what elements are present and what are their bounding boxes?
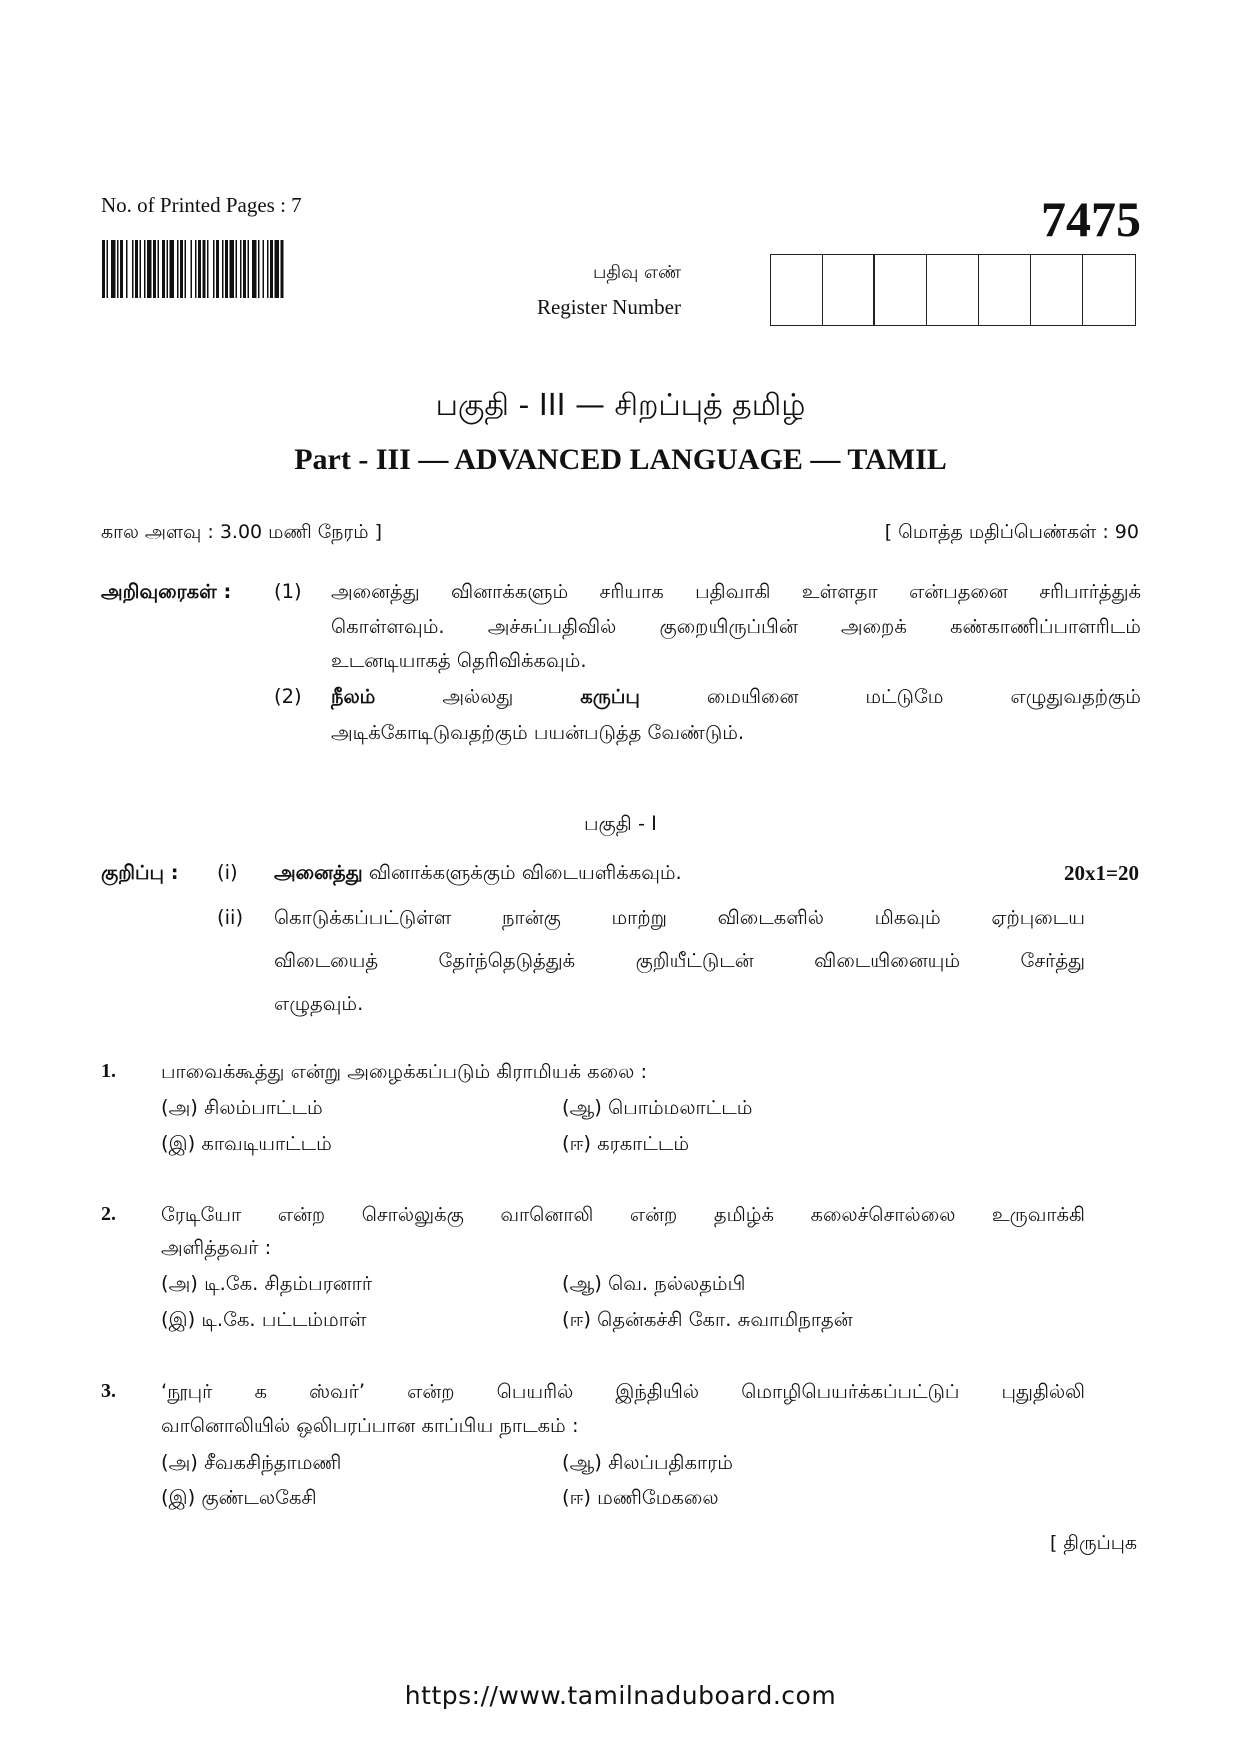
barcode-bar	[144, 240, 146, 298]
register-box[interactable]	[927, 255, 979, 325]
question-text: பாவைக்கூத்து என்று அழைக்கப்படும் கிராமியக் கலை :	[161, 1060, 648, 1083]
question-text-line-2: அளித்தவர் :	[161, 1236, 272, 1259]
option-c: (இ) குண்டலகேசி	[161, 1486, 317, 1509]
barcode-bar	[243, 240, 246, 298]
blue-word: நீலம்	[331, 685, 376, 708]
barcode-bar	[252, 240, 257, 298]
barcode-bar	[225, 240, 228, 298]
instruction-1-number: (1)	[274, 580, 302, 603]
barcode	[102, 240, 345, 298]
total-marks: [ மொத்த மதிப்பெண்கள் : 90	[884, 521, 1139, 543]
option-a: (அ) சிலம்பாட்டம்	[161, 1096, 323, 1119]
barcode-bar	[185, 240, 187, 298]
time-allowed: கால அளவு : 3.00 மணி நேரம் ]	[101, 521, 382, 543]
note-1-number: (i)	[217, 861, 238, 884]
title-english: Part - III — ADVANCED LANGUAGE — TAMIL	[294, 443, 947, 476]
barcode-bar	[140, 240, 142, 298]
black-word: கருப்பு	[580, 685, 640, 708]
instruction-1-line-1: அனைத்து வினாக்களும் சரியாக பதிவாகி உள்ளதா என்பதனை சரிபார்த்துக்	[331, 580, 1141, 603]
option-c: (இ) டி.கே. பட்டம்மாள்	[161, 1308, 367, 1331]
option-a: (அ) சீவகசிந்தாமணி	[161, 1451, 342, 1474]
instructions-label: அறிவுரைகள் :	[101, 580, 232, 603]
note-1-text	[274, 861, 682, 887]
option-d: (ஈ) கரகாட்டம்	[562, 1132, 690, 1155]
footer-url[interactable]: https://www.tamilnaduboard.com	[404, 1681, 837, 1710]
barcode-bar	[270, 240, 273, 298]
note-1-bold: அனைத்து	[274, 861, 363, 884]
barcode-bar	[170, 240, 175, 298]
note-1-rest: வினாக்களுக்கும் விடையளிக்கவும்.	[362, 861, 682, 884]
barcode-bar	[132, 240, 134, 298]
barcode-bar	[153, 240, 156, 298]
barcode-bar	[102, 240, 105, 298]
question-text: ரேடியோ என்ற சொல்லுக்கு வானொலி என்ற தமிழ்க் கலைச்சொல்லை உருவாக்கி	[161, 1203, 1085, 1226]
register-box[interactable]	[875, 255, 927, 325]
barcode-bar	[230, 240, 235, 298]
barcode-bar	[198, 240, 201, 298]
instruction-2-number: (2)	[274, 685, 302, 708]
barcode-bar	[281, 240, 284, 298]
register-box[interactable]	[771, 255, 823, 325]
barcode-bar	[203, 240, 206, 298]
barcode-bar	[180, 240, 183, 298]
barcode-bar	[135, 240, 138, 298]
register-label-english: Register Number	[536, 295, 681, 319]
barcode-bar	[120, 240, 123, 298]
note-label: குறிப்பு :	[101, 861, 179, 884]
barcode-bar	[147, 240, 152, 298]
register-box[interactable]	[979, 255, 1031, 325]
barcode-bar	[240, 240, 242, 298]
question-number: 1.	[101, 1060, 116, 1082]
word: மையினை	[706, 685, 799, 708]
paper-code: 7475	[1041, 191, 1141, 247]
option-d: (ஈ) மணிமேகலை	[562, 1486, 719, 1509]
barcode-bar	[275, 240, 280, 298]
note-2-line-1: கொடுக்கப்பட்டுள்ள நான்கு மாற்று விடைகளில் மிகவும் ஏற்புடைய	[274, 906, 1085, 929]
barcode-bar	[263, 240, 265, 298]
title-tamil: பகுதி - III — சிறப்புத் தமிழ்	[435, 388, 806, 423]
register-box[interactable]	[1083, 255, 1135, 325]
barcode-bar	[207, 240, 209, 298]
option-b: (ஆ) சிலப்பதிகாரம்	[562, 1451, 733, 1474]
barcode-bar	[195, 240, 197, 298]
register-label-tamil: பதிவு எண்	[592, 262, 681, 283]
instruction-1-line-2: கொள்ளவும். அச்சுப்பதிவில் குறையிருப்பின் அறைக் கண்காணிப்பாளரிடம்	[331, 615, 1141, 638]
printed-pages: No. of Printed Pages : 7	[101, 193, 302, 217]
barcode-bar	[111, 240, 116, 298]
question-text: ‘நூபுர் க ஸ்வர்’ என்ற பெயரில் இந்தியில் மொழிபெயர்க்கப்பட்டுப் புதுதில்லி	[161, 1380, 1085, 1403]
note-2-number: (ii)	[217, 906, 244, 929]
register-box[interactable]	[1031, 255, 1083, 325]
word: மட்டுமே	[865, 685, 944, 708]
question-number: 2.	[101, 1203, 116, 1225]
turn-over: [ திருப்புக	[1049, 1532, 1137, 1554]
barcode-bar	[267, 240, 269, 298]
word: அல்லது	[442, 685, 514, 708]
instruction-2-line-1	[331, 685, 1141, 711]
note-2-line-3: எழுதவும்.	[274, 992, 364, 1015]
option-c: (இ) காவடியாட்டம்	[161, 1132, 332, 1155]
barcode-bar	[126, 240, 128, 298]
note-2-line-2: விடையைத் தேர்ந்தெடுத்துக் குறியீட்டுடன் விடையினையும் சேர்த்து	[274, 949, 1085, 972]
barcode-bar	[216, 240, 219, 298]
instruction-2-line-2: அடிக்கோடிடுவதற்கும் பயன்படுத்த வேண்டும்.	[331, 721, 745, 744]
barcode-bar	[162, 240, 165, 298]
section-score: 20x1=20	[1064, 861, 1139, 885]
instruction-1-line-3: உடனடியாகத் தெரிவிக்கவும்.	[331, 649, 587, 672]
barcode-bar	[107, 240, 109, 298]
barcode-bar	[167, 240, 169, 298]
barcode-bar	[248, 240, 250, 298]
word: எழுதுவதற்கும்	[1010, 685, 1141, 708]
barcode-bar	[117, 240, 119, 298]
option-b: (ஆ) பொம்மலாட்டம்	[562, 1096, 753, 1119]
barcode-bar	[177, 240, 179, 298]
barcode-bar	[258, 240, 260, 298]
question-number: 3.	[101, 1380, 116, 1402]
option-d: (ஈ) தென்கச்சி கோ. சுவாமிநாதன்	[562, 1308, 853, 1331]
option-a: (அ) டி.கே. சிதம்பரனார்	[161, 1272, 373, 1295]
register-number-boxes[interactable]	[770, 254, 1136, 326]
question-text-line-2: வானொலியில் ஒலிபரப்பான காப்பிய நாடகம் :	[161, 1414, 579, 1437]
register-box[interactable]	[823, 255, 875, 325]
section-heading: பகுதி - I	[584, 812, 657, 835]
barcode-bar	[213, 240, 215, 298]
barcode-bar	[236, 240, 238, 298]
barcode-bar	[158, 240, 160, 298]
barcode-bar	[222, 240, 224, 298]
option-b: (ஆ) வெ. நல்லதம்பி	[562, 1272, 746, 1295]
barcode-bar	[191, 240, 193, 298]
